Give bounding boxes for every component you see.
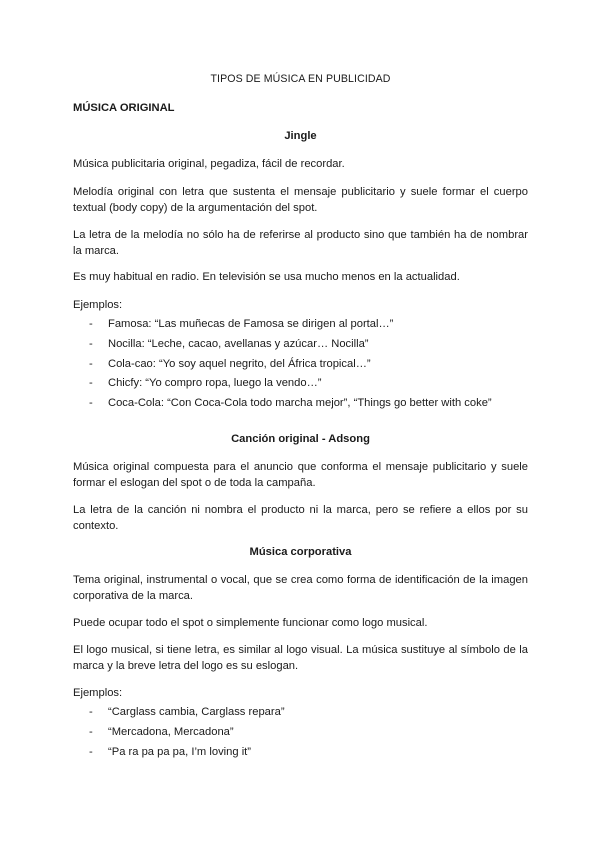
list-item bbox=[89, 337, 529, 357]
example-text: Coca-Cola: “Con Coca-Cola todo marcha mejor”, “Things go better with coke” bbox=[108, 397, 492, 410]
jingle-examples-list bbox=[89, 317, 529, 416]
jingle-paragraph-1: Música publicitaria original, pegadiza, fácil de recordar. bbox=[73, 158, 345, 170]
bullet-marker: - bbox=[89, 337, 93, 350]
list-item bbox=[89, 376, 529, 396]
bullet-marker: - bbox=[89, 357, 93, 370]
example-text: Chicfy: “Yo compro ropa, luego la vendo…” bbox=[108, 377, 322, 390]
list-item bbox=[89, 725, 529, 745]
example-text: “Mercadona, Mercadona” bbox=[108, 725, 234, 738]
section-title: MÚSICA ORIGINAL bbox=[73, 102, 175, 114]
bullet-marker: - bbox=[89, 397, 93, 410]
bullet-marker: - bbox=[89, 745, 93, 758]
example-text: Nocilla: “Leche, cacao, avellanas y azúcar… Nocilla” bbox=[108, 337, 369, 350]
adsong-paragraph-2: La letra de la canción ni nombra el producto ni la marca, pero se refiere a ellos por su contexto. bbox=[73, 504, 528, 532]
example-text: Cola-cao: “Yo soy aquel negrito, del África tropical…” bbox=[108, 357, 371, 370]
corporativa-paragraph-3: El logo musical, si tiene letra, es similar al logo visual. La música sustituye al símbolo de la marca y la breve letra del logo es su eslogan. bbox=[73, 644, 528, 672]
bullet-marker: - bbox=[89, 377, 93, 390]
jingle-examples-label: Ejemplos: bbox=[73, 299, 123, 311]
corporativa-heading: Música corporativa bbox=[249, 546, 352, 558]
corporativa-examples-label: Ejemplos: bbox=[73, 687, 123, 699]
bullet-marker: - bbox=[89, 725, 93, 738]
corporativa-paragraph-2: Puede ocupar todo el spot o simplemente funcionar como logo musical. bbox=[73, 617, 428, 629]
list-item bbox=[89, 317, 529, 337]
list-item bbox=[89, 705, 529, 725]
adsong-paragraph-1: Música original compuesta para el anuncio que conforma el mensaje publicitario y suele formar el eslogan del spot o de toda la campaña. bbox=[73, 461, 528, 489]
jingle-heading: Jingle bbox=[284, 130, 317, 142]
list-item bbox=[89, 396, 529, 416]
corporativa-examples-list bbox=[89, 705, 529, 764]
adsong-heading: Canción original - Adsong bbox=[231, 433, 370, 445]
bullet-marker: - bbox=[89, 706, 93, 718]
bullet-marker: - bbox=[89, 318, 93, 330]
example-text: “Carglass cambia, Carglass repara” bbox=[108, 706, 285, 718]
jingle-paragraph-3: La letra de la melodía no sólo ha de referirse al producto sino que también ha de nombrar la marca. bbox=[73, 229, 528, 257]
corporativa-paragraph-1: Tema original, instrumental o vocal, que se crea como forma de identificación de la imagen corporativa de la marca. bbox=[73, 574, 528, 602]
list-item bbox=[89, 357, 529, 377]
jingle-paragraph-2: Melodía original con letra que sustenta el mensaje publicitario y suele formar el cuerpo textual (body copy) de la argumentación del spot. bbox=[73, 186, 528, 214]
example-text: “Pa ra pa pa pa, I’m loving it” bbox=[108, 745, 252, 758]
document-title: TIPOS DE MÚSICA EN PUBLICIDAD bbox=[210, 73, 391, 85]
example-text: Famosa: “Las muñecas de Famosa se dirigen al portal…” bbox=[108, 318, 394, 330]
jingle-paragraph-4: Es muy habitual en radio. En televisión se usa mucho menos en la actualidad. bbox=[73, 271, 460, 283]
list-item bbox=[89, 745, 529, 765]
